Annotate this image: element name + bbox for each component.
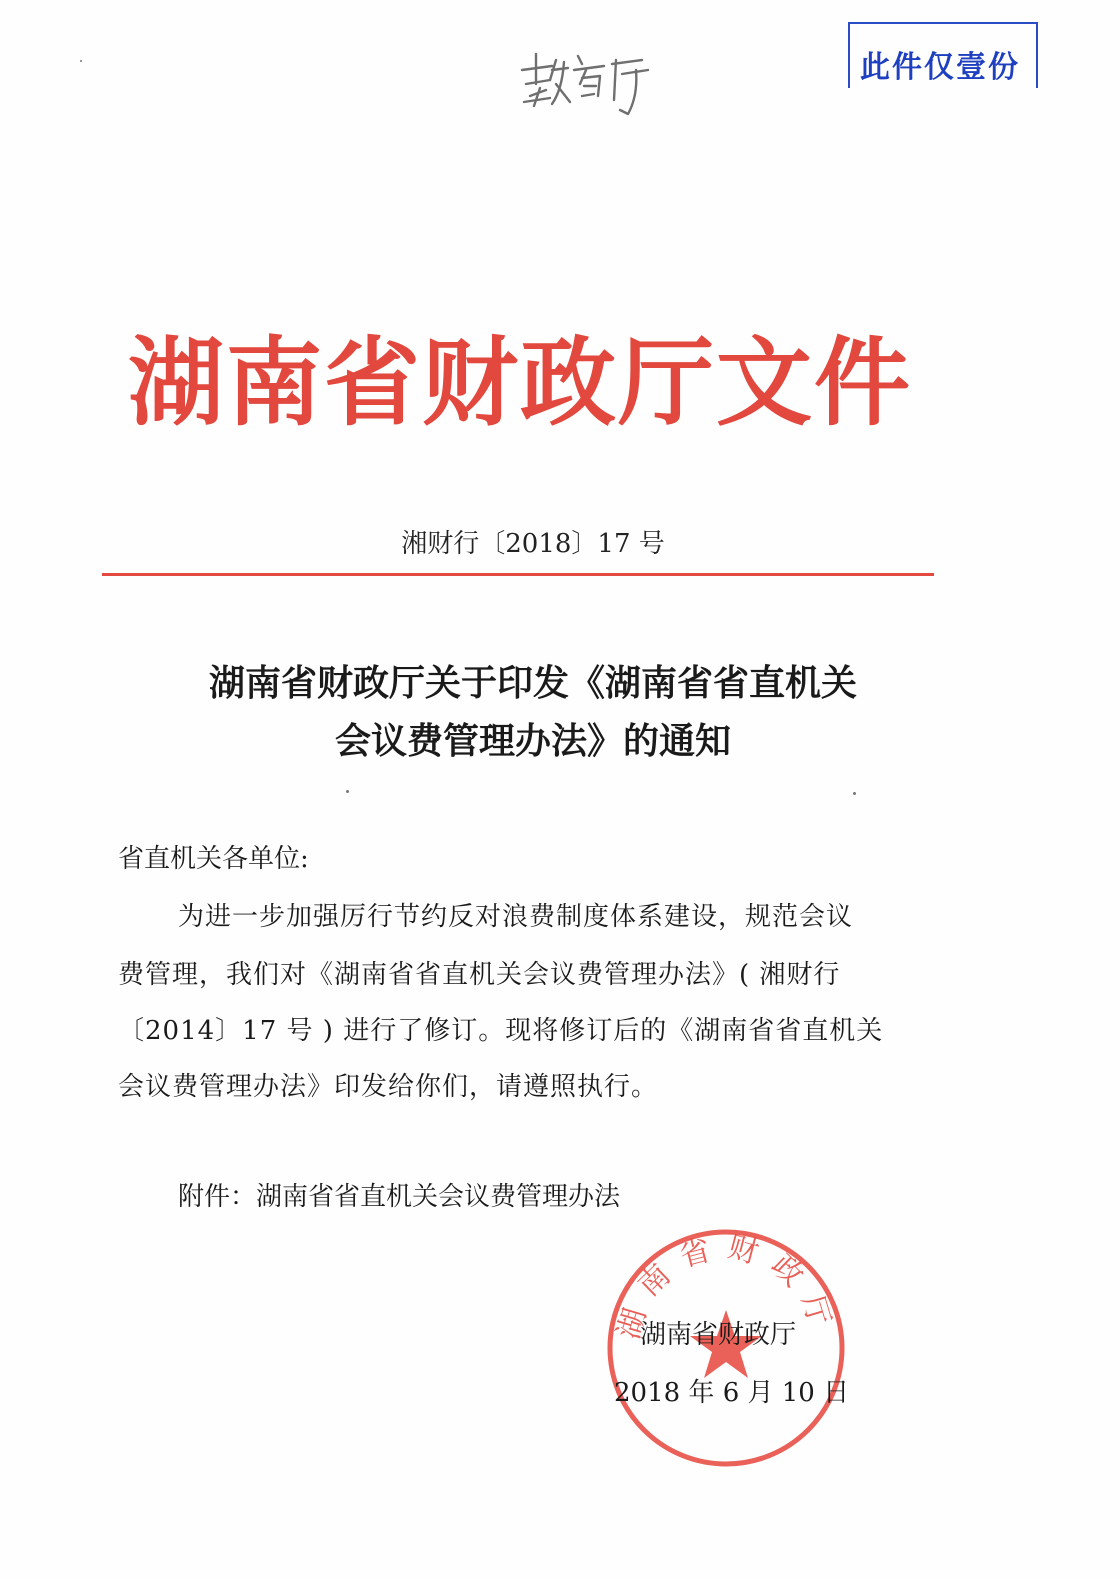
copy-stamp-text: 此件仅壹份 <box>860 50 1020 85</box>
scan-speck <box>80 60 82 62</box>
notice-title-line-1: 湖南省财政厅关于印发《湖南省省直机关 <box>208 663 857 704</box>
body-paragraph-line: 为进一步加强厉行节约反对浪费制度体系建设，规范会议 <box>178 902 854 932</box>
red-divider-rule <box>102 573 934 576</box>
body-paragraph-line: 费管理，我们对《湖南省省直机关会议费管理办法》( 湘财行 <box>118 960 841 990</box>
body-paragraph-line: 〔2014〕17 号 ) 进行了修订。现将修订后的《湖南省省直机关 <box>118 1016 884 1046</box>
copy-limit-stamp <box>848 22 1038 88</box>
notice-title <box>0 655 1066 771</box>
signature-block <box>612 1306 849 1422</box>
attachment-line: 附件：湖南省省直机关会议费管理办法 <box>178 1182 621 1212</box>
handwritten-note <box>516 40 656 124</box>
issue-date: 2018 年 6 月 10 日 <box>614 1378 850 1408</box>
document-number: 湘财行〔2018〕17 号 <box>401 529 665 559</box>
seal-text: 湖南省财政厅 <box>611 1229 841 1344</box>
scan-speck <box>853 792 856 795</box>
body-paragraph-line: 会议费管理办法》印发给你们，请遵照执行。 <box>118 1072 659 1102</box>
issuing-organization: 湖南省财政厅 <box>640 1320 797 1350</box>
scan-speck <box>346 790 349 793</box>
masthead-title: 湖南省财政厅文件 <box>128 327 912 439</box>
notice-title-line-2: 会议费管理办法》的通知 <box>334 721 731 762</box>
salutation: 省直机关各单位: <box>118 844 309 874</box>
